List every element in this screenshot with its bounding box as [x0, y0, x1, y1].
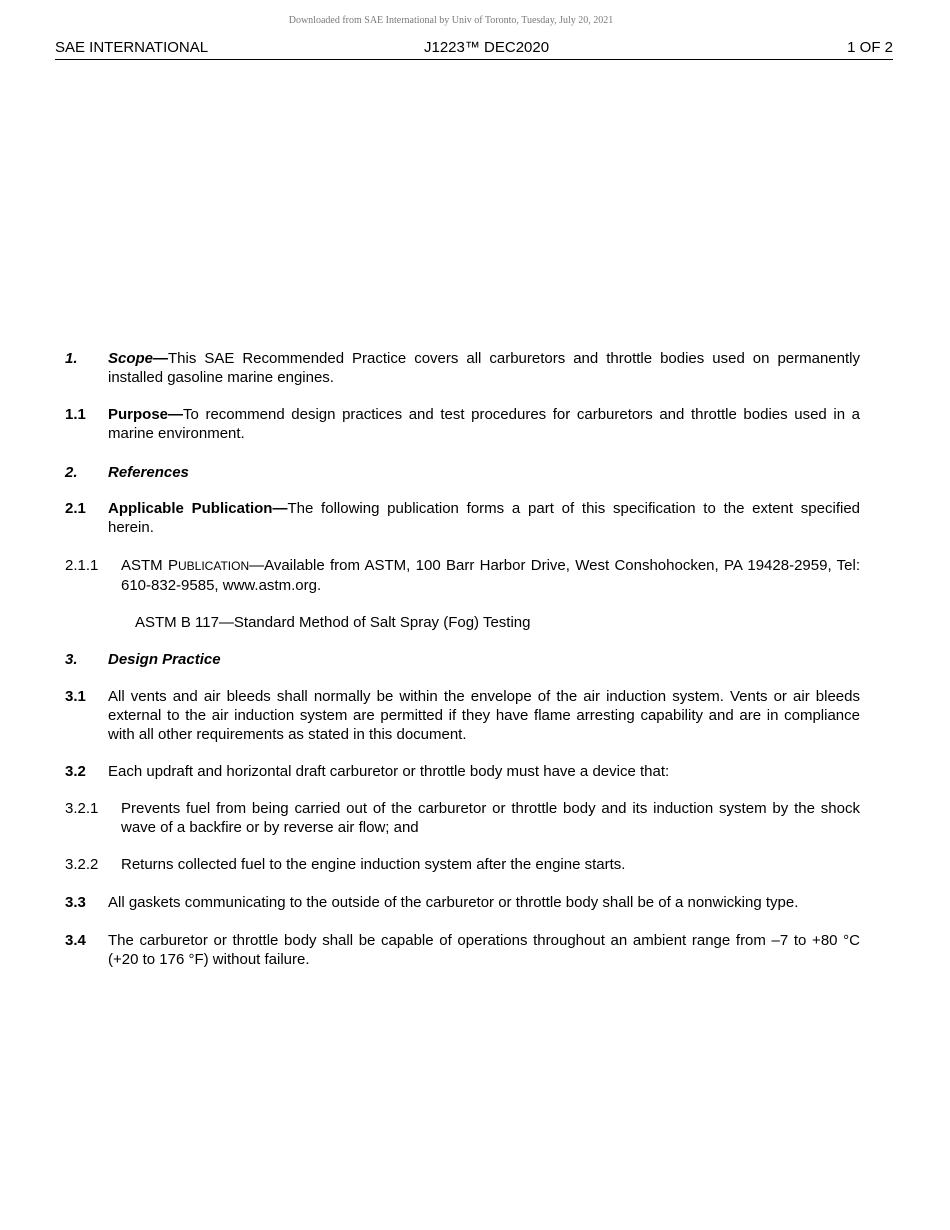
section-number: 3.3	[65, 894, 86, 911]
section-number: 2.	[65, 464, 78, 481]
section-3-2-2	[65, 855, 860, 874]
section-3-1	[65, 687, 860, 744]
section-3-3	[65, 893, 860, 912]
section-3-2-1	[65, 799, 860, 837]
section-number: 2.1.1	[65, 557, 99, 574]
section-text: To recommend design practices and test procedures for carburetors and throttle bodies used in a marine environment.	[108, 406, 860, 442]
section-2-references	[65, 463, 860, 482]
section-3-4	[65, 931, 860, 969]
section-title: Applicable Publication—	[108, 500, 288, 517]
section-number: 1.1	[65, 406, 86, 423]
section-number: 3.2.1	[65, 800, 99, 817]
section-text: This SAE Recommended Practice covers all carburetors and throttle bodies used on permanently installed gasoline marine engines.	[108, 350, 860, 386]
section-text: Prevents fuel from being carried out of the carburetor or throttle body and its induction system by the shock wave of a backfire or by reverse air flow; and	[121, 800, 860, 836]
section-text: The carburetor or throttle body shall be capable of operations throughout an ambient range from –7 to +80 °C (+20 to 176 °F) without failure.	[108, 932, 860, 968]
section-number: 3.4	[65, 932, 86, 949]
section-text: Returns collected fuel to the engine induction system after the engine starts.	[121, 856, 626, 873]
section-title-smallcaps: UBLICATION	[177, 559, 250, 573]
section-title: References	[108, 464, 189, 481]
download-watermark: Downloaded from SAE International by Univ of Toronto, Tuesday, July 20, 2021	[288, 15, 614, 26]
header-document-id: J1223™ DEC2020	[424, 39, 550, 56]
section-text: The following publication forms a part of this specification to the extent specified herein.	[108, 500, 861, 536]
section-number: 3.2.2	[65, 856, 99, 873]
section-number: 1.	[65, 350, 78, 367]
section-title: Purpose—	[108, 406, 184, 423]
section-text: Each updraft and horizontal draft carburetor or throttle body must have a device that:	[108, 763, 670, 780]
section-title: Scope—	[108, 350, 169, 367]
section-3-design-practice	[65, 650, 860, 669]
section-text: All gaskets communicating to the outside of the carburetor or throttle body shall be of a nonwicking type.	[108, 894, 799, 911]
header-page-number: 1 OF 2	[847, 39, 893, 56]
section-number: 3.	[65, 651, 78, 668]
section-number: 3.1	[65, 688, 86, 705]
section-2-1-applicable-publication	[65, 499, 861, 537]
section-1-scope	[65, 349, 860, 387]
page-header	[55, 38, 893, 60]
section-number: 2.1	[65, 500, 86, 517]
section-title-prefix: ASTM P	[121, 557, 178, 574]
section-3-2	[65, 762, 860, 781]
document-body	[65, 349, 860, 969]
section-2-1-1-astm-publication	[65, 556, 860, 595]
section-1-1-purpose	[65, 405, 860, 443]
section-title: Design Practice	[108, 651, 221, 668]
astm-reference: ASTM B 117—Standard Method of Salt Spray (Fog) Testing	[135, 614, 531, 631]
section-text: All vents and air bleeds shall normally be within the envelope of the air induction system. Vents or air bleeds external to the air induction system are permitted if they have flame arresting capability and are in compliance with all other requirements as stated in this document.	[108, 688, 860, 743]
section-text: —Available from ASTM, 100 Barr Harbor Drive, West Conshohocken, PA 19428-2959, Tel: 610-832-9585, www.astm.org.	[121, 557, 860, 594]
header-organization: SAE INTERNATIONAL	[55, 39, 209, 56]
section-number: 3.2	[65, 763, 86, 780]
